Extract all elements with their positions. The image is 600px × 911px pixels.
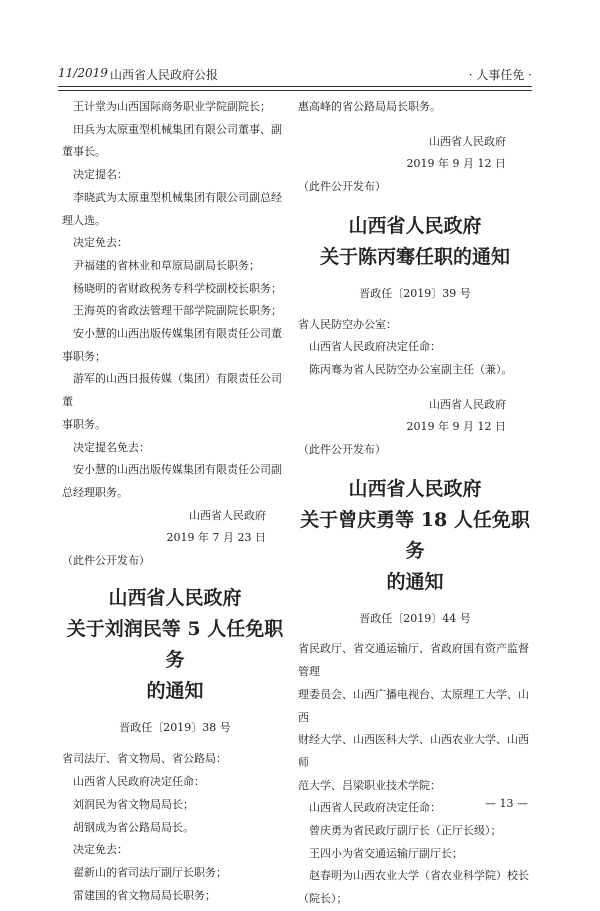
text-line: 决定免去： [73, 236, 128, 250]
text-line: 董事长。 [62, 145, 106, 159]
header-rule-thin [58, 90, 532, 91]
text-line: 尹福建的省林业和草原局副局长职务； [73, 258, 260, 272]
document-number: 晋政任〔2019〕44 号 [359, 611, 471, 625]
notice-title: 山西省人民政府 [348, 214, 482, 237]
notice-title: 山西省人民政府 [348, 477, 482, 500]
text-line: 胡钢成为省公路局局长。 [73, 820, 194, 834]
notice-title: 关于陈丙骞任职的通知 [319, 245, 510, 268]
signature-org: 山西省人民政府 [429, 397, 506, 411]
section-label: · 人事任免 · [468, 68, 532, 82]
right-column [298, 96, 532, 911]
issue-number: 11/2019 [58, 66, 108, 80]
document-number: 晋政任〔2019〕38 号 [119, 720, 231, 734]
text-line: 陈丙骞为省人民防空办公室副主任（兼）。 [309, 362, 513, 376]
text-line: 决定提名免去： [73, 440, 150, 454]
text-line: 王计堂为山西国际商务职业学院副院长； [73, 100, 271, 113]
text-line: 惠高峰的省公路局局长职务。 [298, 100, 441, 113]
page-header [58, 62, 532, 84]
text-line: 翟新山的省司法厅副厅长职务； [73, 865, 227, 879]
addressees: 财经大学、山西医科大学、山西农业大学、山西师 [298, 733, 529, 769]
signature-date: 2019 年 9 月 12 日 [406, 420, 506, 434]
left-column [62, 96, 288, 907]
text-line: 理人选。 [62, 213, 106, 227]
text-line: 李晓武为太原重型机械集团有限公司副总经 [73, 190, 282, 204]
text-line: 决定提名： [73, 168, 128, 182]
text-line: 安小慧的山西出版传媒集团有限责任公司副 [73, 463, 282, 477]
notice-title: 山西省人民政府 [108, 586, 242, 609]
text-line: 赵春明为山西农业大学（省农业科学院）校长 [309, 869, 529, 883]
signature-org: 山西省人民政府 [429, 134, 506, 148]
notice-title: 的通知 [386, 570, 444, 593]
document-number: 晋政任〔2019〕39 号 [359, 286, 471, 300]
notice-title: 的通知 [146, 679, 204, 702]
journal-title: 山西省人民政府公报 [110, 68, 219, 82]
text-line: 山西省人民政府决定任命： [309, 340, 441, 354]
text-line: 安小慧的山西出版传媒集团有限责任公司董 [73, 327, 282, 341]
header-rule [58, 86, 532, 87]
text-line: 山西省人民政府决定任命： [309, 801, 441, 815]
text-line: 田兵为太原重型机械集团有限公司董事、副 [73, 122, 282, 136]
addressees: 省民政厅、省交通运输厅、省政府国有资产监督管理 [298, 642, 529, 679]
text-line: 刘润民为省文物局局长； [73, 797, 194, 811]
addressees: 理委员会、山西广播电视台、太原理工大学、山西 [298, 687, 529, 724]
page-number: — 13 — [485, 797, 528, 810]
text-line: 总经理职务。 [62, 485, 128, 499]
text-line: 王四小为省交通运输厅副厅长； [309, 846, 463, 860]
addressees: 省司法厅、省文物局、省公路局： [62, 752, 227, 766]
signature-org: 山西省人民政府 [189, 508, 266, 522]
text-line: 曾庆勇为省民政厅副厅长（正厅长级）； [309, 824, 502, 838]
text-line: 雷建国的省文物局局长职务； [73, 888, 216, 902]
text-line: 王海英的省政法管理干部学院副院长职务； [73, 304, 282, 318]
text-line: 山西省人民政府决定任命： [73, 775, 205, 789]
notice-title: 关于刘润民等 5 人任免职务 [66, 617, 284, 671]
addressees: 范大学、吕梁职业技术学院： [298, 778, 441, 792]
text-line: 事职务； [62, 349, 106, 363]
public-note: （此件公开发布） [298, 443, 386, 457]
addressees: 省人民防空办公室： [298, 317, 397, 331]
text-line: 杨晓明的省财政税务专科学校副校长职务； [73, 281, 282, 295]
text-line: （院长）； [298, 892, 348, 906]
public-note: （此件公开发布） [298, 180, 386, 194]
text-line: 事职务。 [62, 417, 106, 431]
signature-date: 2019 年 9 月 12 日 [406, 157, 506, 171]
text-line: 游军的山西日报传媒（集团）有限责任公司董 [62, 372, 282, 409]
notice-title: 关于曾庆勇等 18 人任免职务 [300, 508, 530, 562]
text-line: 决定免去： [73, 843, 128, 857]
signature-date: 2019 年 7 月 23 日 [166, 531, 266, 545]
public-note: （此件公开发布） [62, 554, 150, 568]
